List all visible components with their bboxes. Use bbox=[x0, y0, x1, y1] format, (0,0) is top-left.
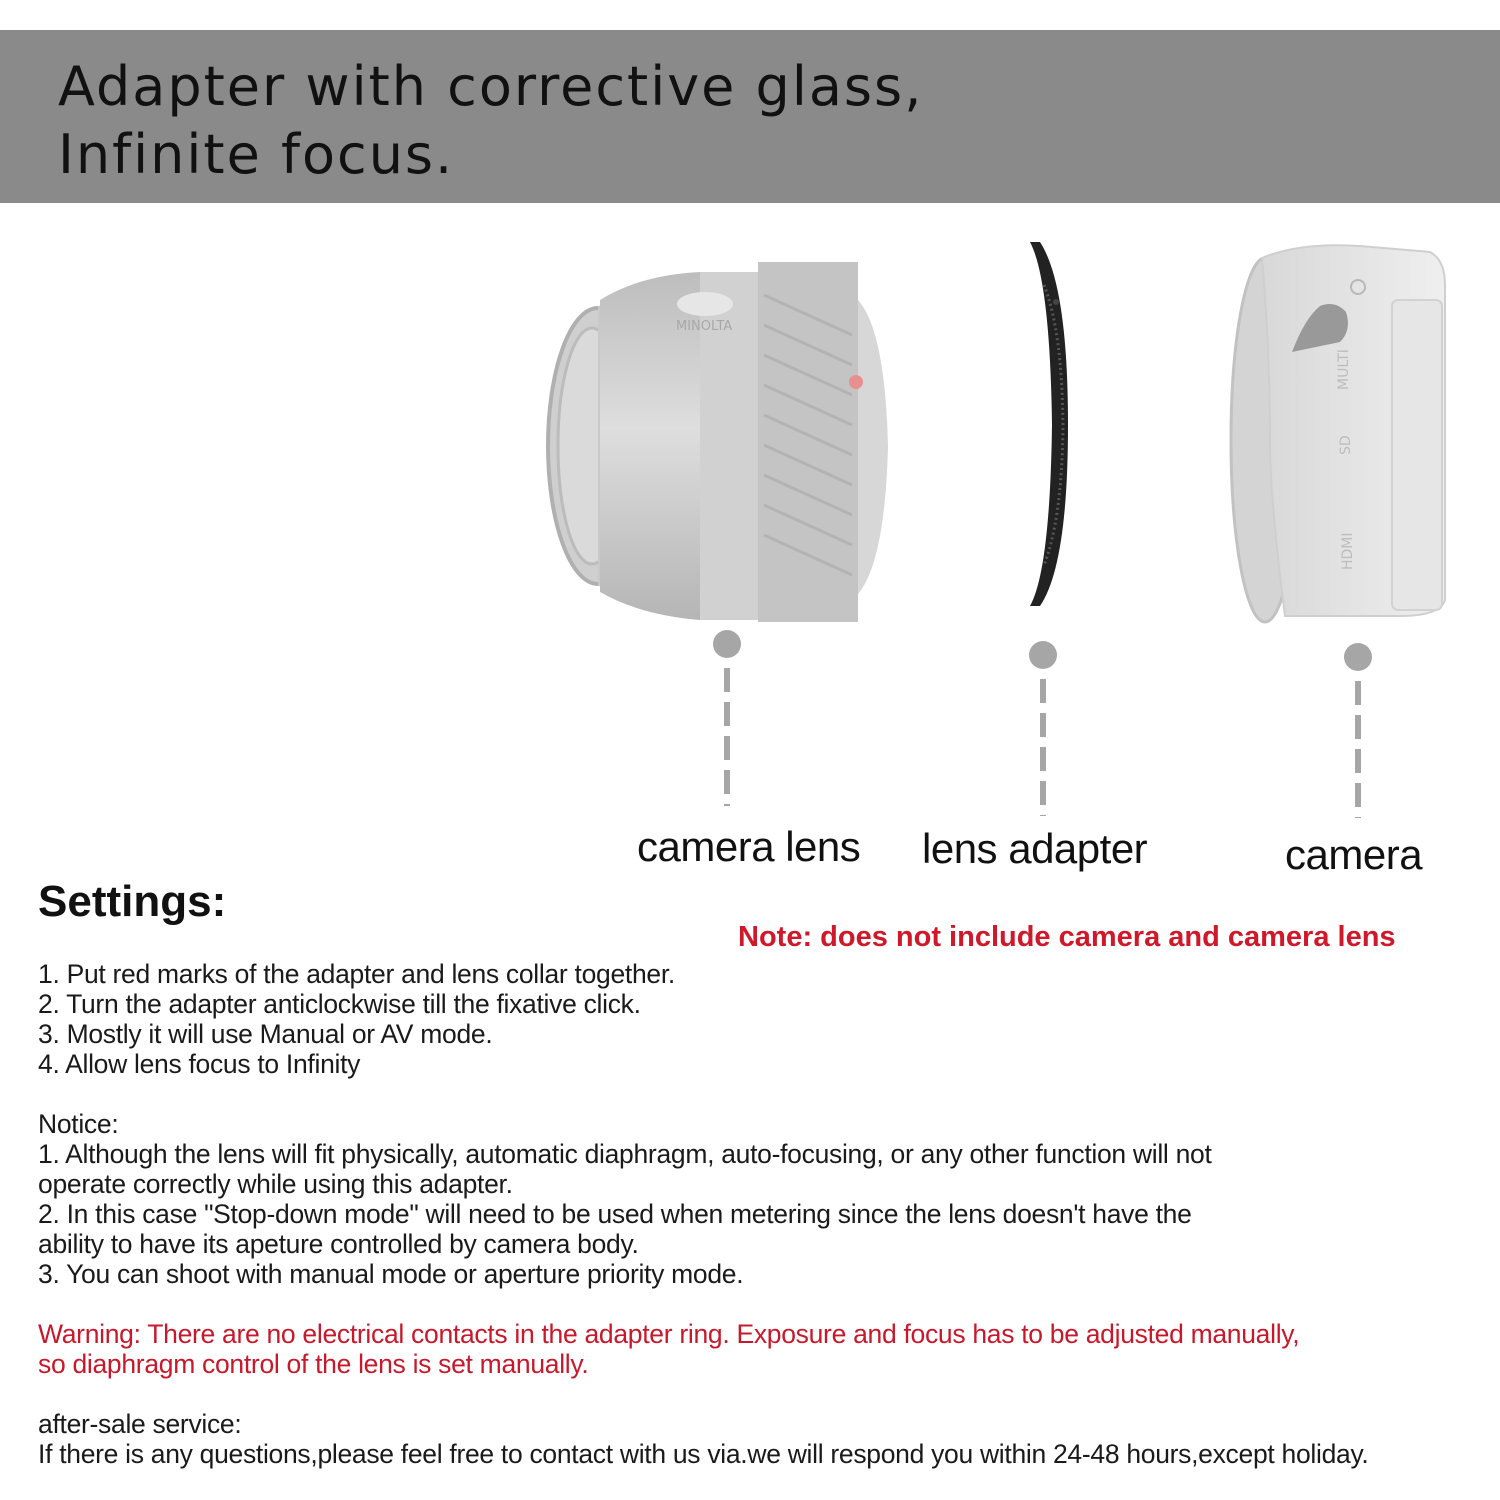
header-title-line2: Infinite focus. bbox=[58, 123, 455, 186]
notice-line: ability to have its apeture controlled by camera body. bbox=[38, 1229, 639, 1259]
label-camera-lens: camera lens bbox=[637, 823, 861, 870]
notice-line: 1. Although the lens will fit physically, automatic diaphragm, auto-focusing, or any other function will not bbox=[38, 1139, 1212, 1169]
settings-item: 1. Put red marks of the adapter and lens collar together. bbox=[38, 959, 675, 989]
settings-list bbox=[38, 959, 675, 1079]
warning-line: Warning: There are no electrical contacts in the adapter ring. Exposure and focus has to be adjusted manually, bbox=[38, 1319, 1300, 1349]
label-lens-adapter: lens adapter bbox=[922, 825, 1148, 872]
notice-title: Notice: bbox=[38, 1109, 119, 1139]
label-camera: camera bbox=[1285, 831, 1423, 878]
product-illustration bbox=[0, 210, 1500, 630]
not-included-note: Note: does not include camera and camera lens bbox=[738, 921, 1396, 953]
lens-adapter-image bbox=[1030, 242, 1068, 606]
warning-section bbox=[38, 1319, 1299, 1379]
svg-text:MULTI: MULTI bbox=[1336, 349, 1352, 390]
connector-camera-lens bbox=[713, 630, 741, 806]
after-sale-section bbox=[38, 1409, 1369, 1469]
lens-brand-text: MINOLTA bbox=[676, 319, 733, 334]
notice-line: 2. In this case "Stop-down mode" will need to be used when metering since the lens doesn't have the bbox=[38, 1199, 1192, 1229]
svg-text:HDMI: HDMI bbox=[1340, 532, 1356, 570]
settings-item: 2. Turn the adapter anticlockwise till the fixative click. bbox=[38, 989, 641, 1019]
camera-image bbox=[1231, 245, 1445, 622]
notice-line: operate correctly while using this adapter. bbox=[38, 1169, 513, 1199]
connector-lens-adapter bbox=[1029, 641, 1057, 816]
settings-item: 3. Mostly it will use Manual or AV mode. bbox=[38, 1019, 493, 1049]
after-sale-text: If there is any questions,please feel free to contact with us via.we will respond you within 24-48 hours,except holiday. bbox=[38, 1439, 1369, 1469]
camera-lens-image bbox=[548, 262, 888, 622]
notice-line: 3. You can shoot with manual mode or aperture priority mode. bbox=[38, 1259, 744, 1289]
warning-line: so diaphragm control of the lens is set manually. bbox=[38, 1349, 589, 1379]
settings-item: 4. Allow lens focus to Infinity bbox=[38, 1049, 361, 1079]
header-title-line1: Adapter with corrective glass, bbox=[58, 55, 924, 118]
red-mount-mark bbox=[849, 375, 863, 389]
connector-camera bbox=[1344, 643, 1372, 818]
notice-section bbox=[38, 1109, 1212, 1289]
svg-text:SD: SD bbox=[1338, 435, 1354, 455]
settings-title: Settings: bbox=[38, 877, 227, 926]
after-sale-title: after-sale service: bbox=[38, 1409, 242, 1439]
